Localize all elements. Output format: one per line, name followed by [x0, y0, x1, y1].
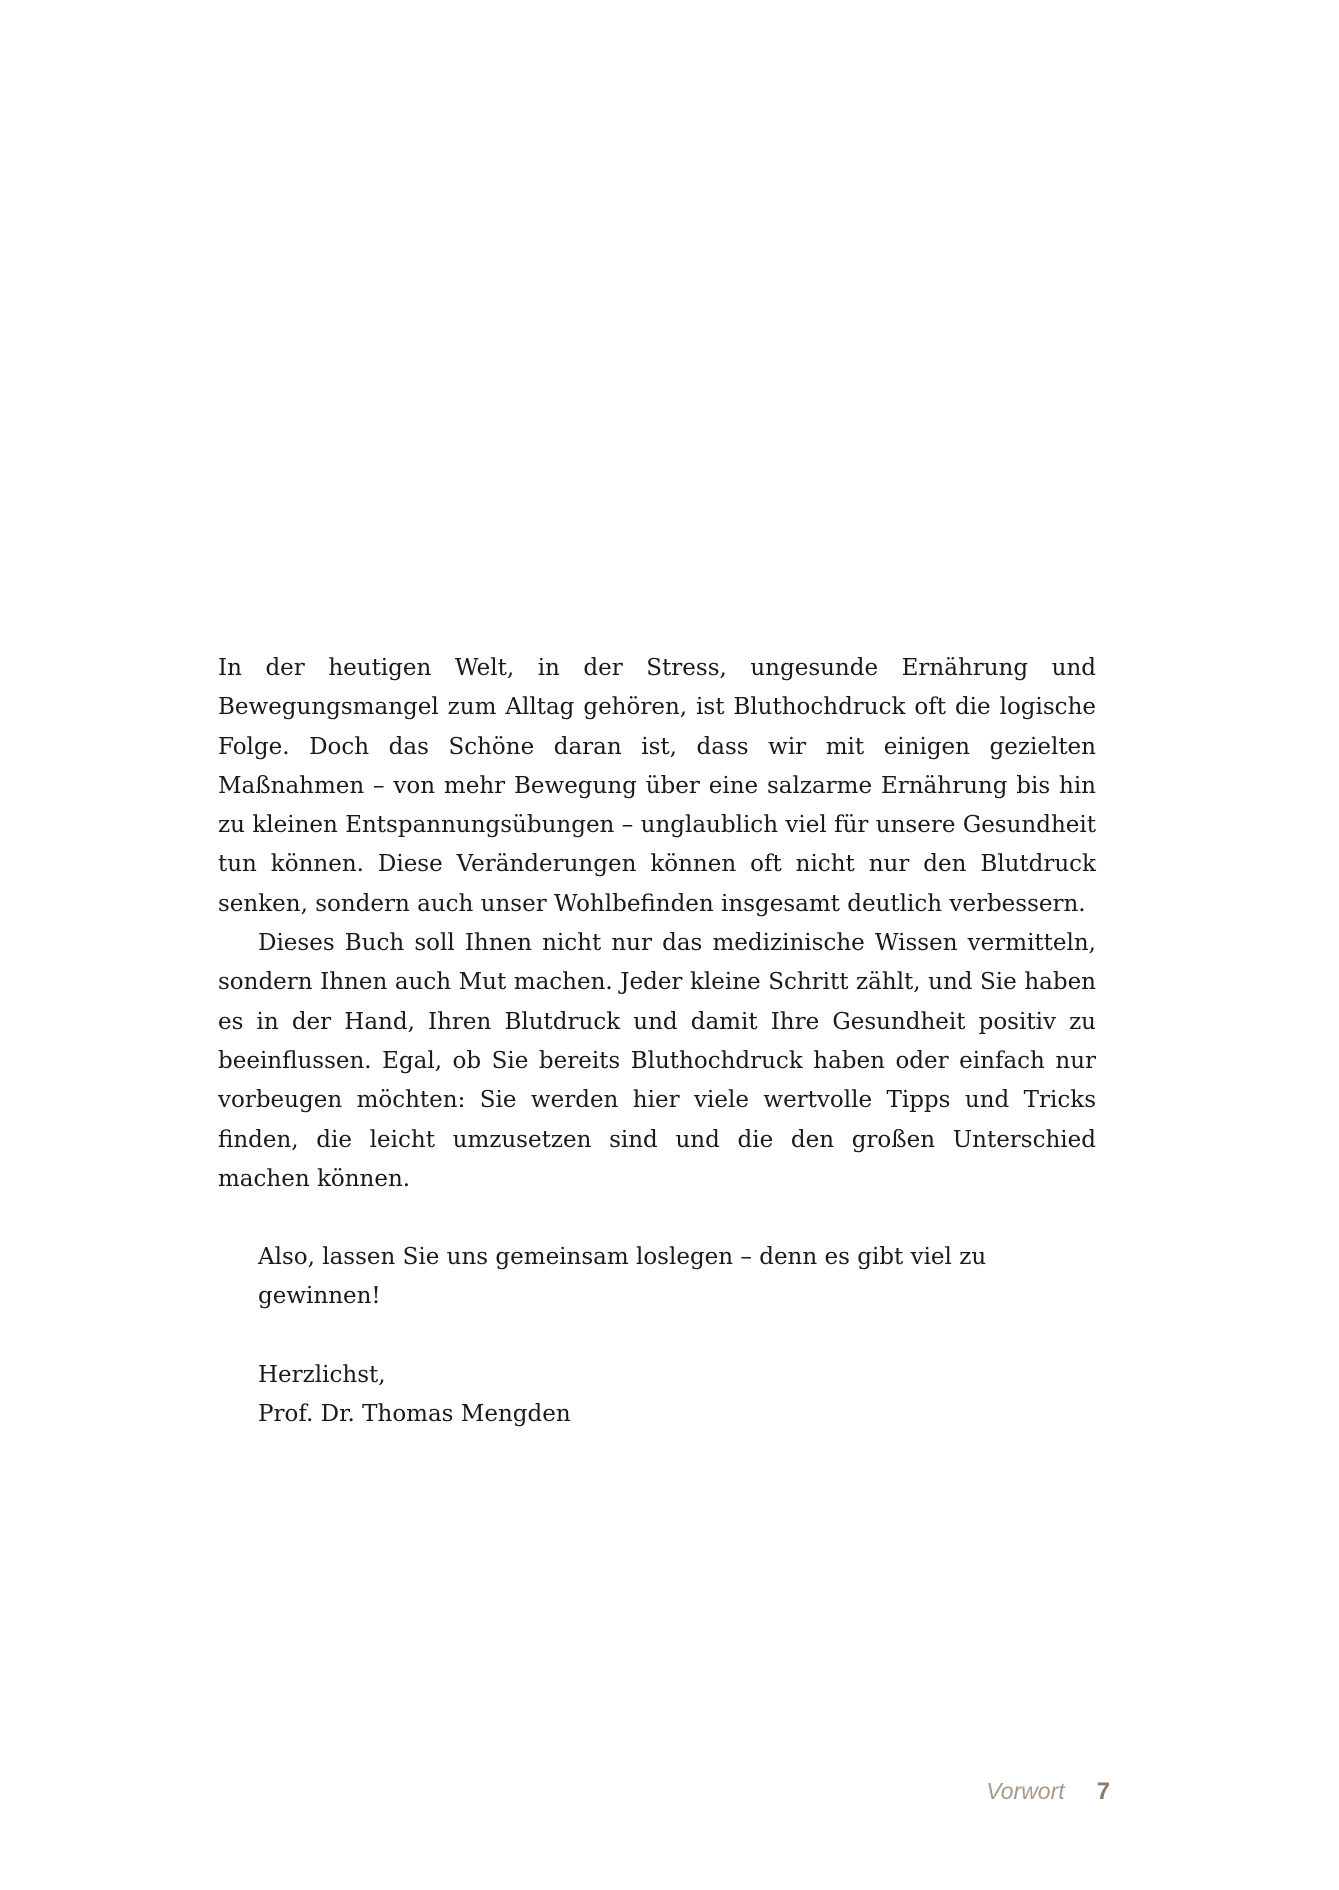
spacer [218, 1317, 1096, 1356]
page-number: 7 [1096, 1778, 1110, 1805]
footer-section-title: Vorwort [986, 1778, 1065, 1804]
author-signature: Prof. Dr. Thomas Mengden [258, 1401, 571, 1428]
salutation: Herzlichst, [258, 1361, 386, 1388]
closing-line: Also, lassen Sie uns gemeinsam loslegen – denn es gibt viel zu gewinnen! [258, 1244, 987, 1310]
foreword-body [218, 649, 1096, 1434]
paragraph-1: In der heutigen Welt, in der Stress, ungesunde Ernährung und Bewegungsmangel zum Alltag gehören, ist Bluthochdruck oft die logische Folge. Doch das Schöne daran ist, dass wir mit einigen gezielten Maßnahmen – von mehr Bewegung über eine salzarme Ernährung bis hin zu kleinen Entspannungsübungen – unglaublich viel für unsere Gesundheit tun können. Diese Veränderungen können oft nicht nur den Blutdruck senken, sondern auch unser Wohlbefinden insgesamt deutlich verbessern. [218, 655, 1096, 917]
spacer [218, 1199, 1096, 1238]
paragraph-2: Dieses Buch soll Ihnen nicht nur das medizinische Wissen vermitteln, sondern Ihnen auch Mut machen. Jeder kleine Schritt zählt, und Sie haben es in der Hand, Ihren Blutdruck und damit Ihre Gesundheit positiv zu beeinflussen. Egal, ob Sie bereits Bluthochdruck haben oder einfach nur vorbeugen möchten: Sie werden hier viele wertvolle Tipps und Tricks finden, die leicht umzusetzen sind und die den großen Unterschied machen können. [218, 930, 1096, 1192]
page-footer [900, 1778, 1110, 1814]
